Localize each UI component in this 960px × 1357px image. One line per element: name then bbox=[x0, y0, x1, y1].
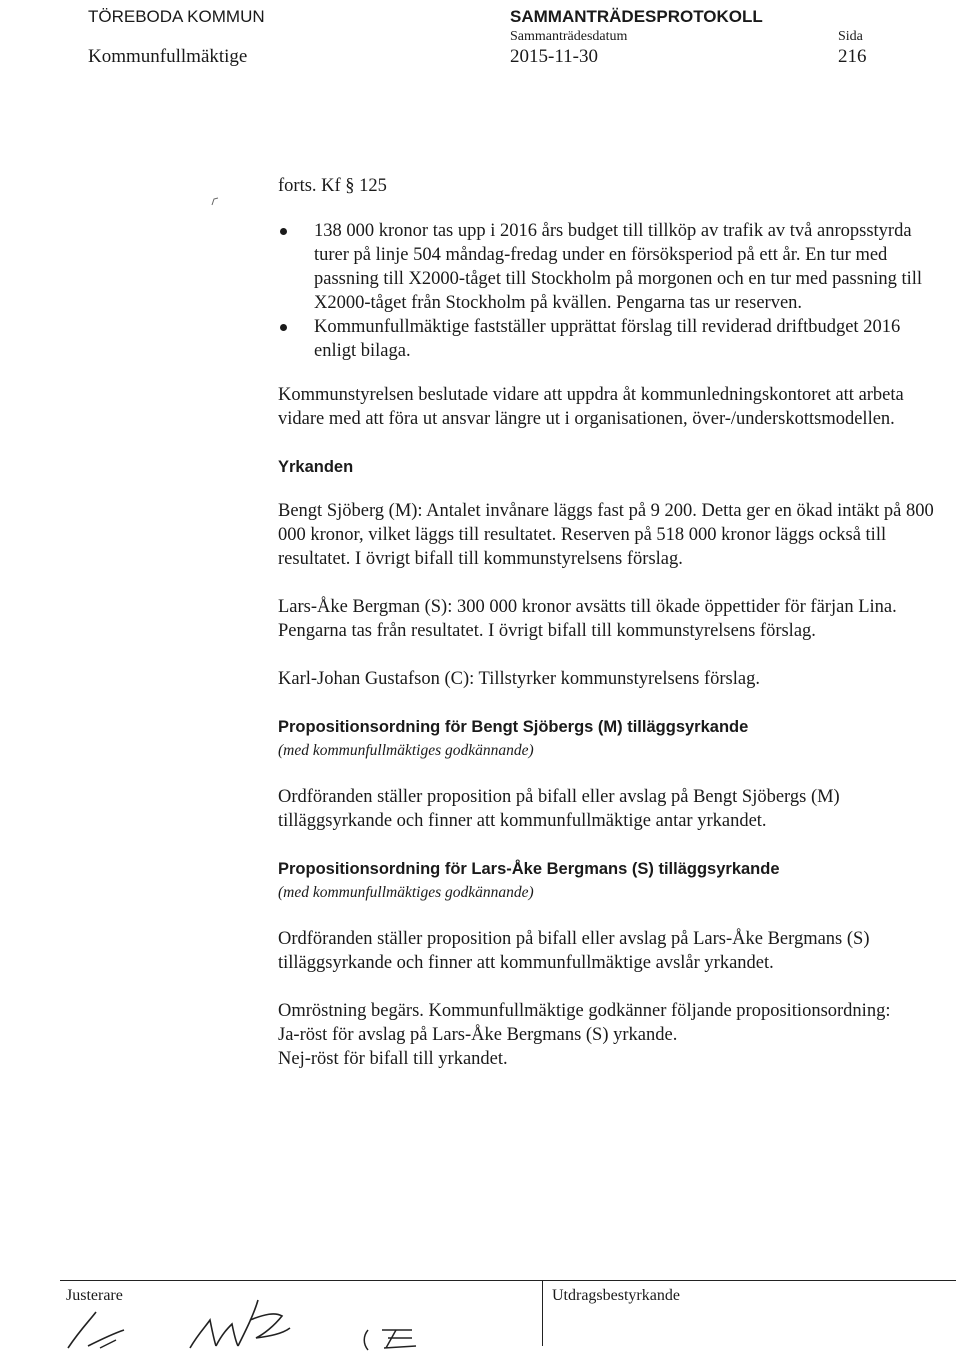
bullet-icon bbox=[280, 324, 287, 331]
assembly-name: Kommunfullmäktige bbox=[88, 46, 248, 67]
date-label: Sammanträdesdatum bbox=[510, 29, 628, 44]
proposition-heading-bergman: Propositionsordning för Lars-Åke Bergmans (S) tilläggsyrkande bbox=[278, 860, 780, 878]
page-number: 216 bbox=[838, 46, 867, 67]
yrkande-bergman: Lars-Åke Bergman (S): 300 000 kronor avsätts till ökade öppettider för färjan Lina. Pengarna tas från resultatet. I övrigt bifall till kommunstyrelsens förslag. bbox=[278, 597, 897, 641]
proposition-text-bergman: Ordföranden ställer proposition på bifall eller avslag på Lars-Åke Bergmans (S) tilläggsyrkande och finner att kommunfullmäktige avslår yrkandet. bbox=[278, 929, 870, 973]
yrkande-sjoberg: Bengt Sjöberg (M): Antalet invånare läggs fast på 9 200. Detta ger en ökad intäkt på 800 000 kronor, vilket läggs till resultatet. Reserven på 518 000 kronor läggs också till resultatet. I övrigt bifall till kommunstyrelsens förslag. bbox=[278, 501, 934, 569]
vote-request: Omröstning begärs. Kommunfullmäktige godkänner följande propositionsordning: bbox=[278, 1001, 891, 1021]
vote-yes-line: Ja-röst för avslag på Lars-Åke Bergmans (S) yrkande. bbox=[278, 1025, 678, 1045]
utdrag-label: Utdragsbestyrkande bbox=[552, 1287, 680, 1304]
proposition-text-sjoberg: Ordföranden ställer proposition på bifall eller avslag på Bengt Sjöbergs (M) tilläggsyrkande och finner att kommunfullmäktige antar yrkandet. bbox=[278, 787, 840, 831]
list-item bbox=[278, 219, 938, 315]
proposition-heading-sjoberg: Propositionsordning för Bengt Sjöbergs (M) tilläggsyrkande bbox=[278, 718, 749, 736]
list-item-text: Kommunfullmäktige fastställer upprättat förslag till reviderad driftbudget 2016 enligt bilaga. bbox=[314, 317, 901, 361]
yrkanden-heading: Yrkanden bbox=[278, 458, 354, 476]
yrkande-gustafson: Karl-Johan Gustafson (C): Tillstyrker kommunstyrelsens förslag. bbox=[278, 669, 760, 689]
signatures bbox=[60, 1290, 500, 1357]
justerare-label: Justerare bbox=[66, 1287, 123, 1304]
protocol-body bbox=[278, 174, 938, 1071]
list-item-text: 138 000 kronor tas upp i 2016 års budget till tillköp av trafik av två anropsstyrda turer på linje 504 måndag-fredag under en försöksperiod på ett år. En tur med passning till X2000-tåget till Stockholm på morgonen och en tur med passning till X2000-tåget från Stockholm på kvällen. Pengarna tas ur reserven. bbox=[314, 221, 923, 313]
proposition-note-bergman: (med kommunfullmäktiges godkännande) bbox=[278, 884, 534, 901]
proposition-note-sjoberg: (med kommunfullmäktiges godkännande) bbox=[278, 742, 534, 759]
scan-mark bbox=[210, 196, 220, 211]
bullet-icon bbox=[280, 228, 287, 235]
ks-paragraph: Kommunstyrelsen beslutade vidare att uppdra åt kommunledningskontoret att arbeta vidare med att föra ut ansvar längre ut i organisationen, över-/underskottsmodellen. bbox=[278, 385, 904, 429]
list-item bbox=[278, 315, 938, 363]
meeting-date: 2015-11-30 bbox=[510, 46, 598, 67]
handwritten-initials bbox=[60, 1290, 500, 1352]
footer-divider bbox=[542, 1280, 543, 1346]
document-title: SAMMANTRÄDESPROTOKOLL bbox=[510, 7, 763, 26]
page-label: Sida bbox=[838, 29, 863, 44]
continuation-line: forts. Kf § 125 bbox=[278, 176, 387, 196]
footer-rule bbox=[60, 1280, 956, 1281]
vote-no-line: Nej-röst för bifall till yrkandet. bbox=[278, 1049, 508, 1069]
organization-name: TÖREBODA KOMMUN bbox=[88, 7, 265, 26]
decision-list bbox=[278, 219, 938, 363]
